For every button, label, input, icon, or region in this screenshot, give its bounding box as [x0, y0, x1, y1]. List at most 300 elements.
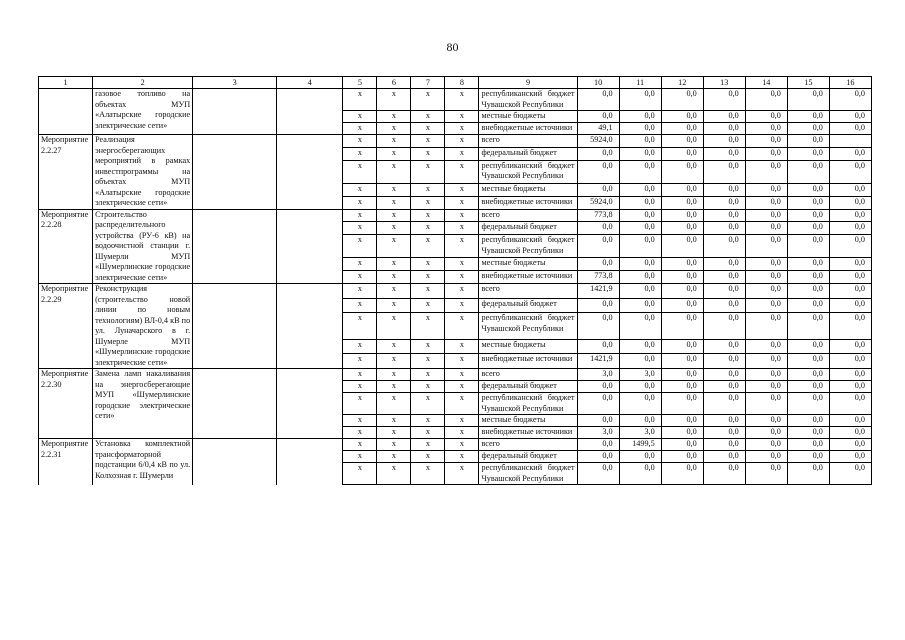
value-cell: 0,0	[829, 451, 871, 463]
value-cell: 0,0	[703, 209, 745, 222]
value-cell: 0,0	[787, 381, 829, 393]
value-cell: 0,0	[745, 439, 787, 451]
funding-source: местные бюджеты	[479, 339, 577, 354]
funding-source: федеральный бюджет	[479, 222, 577, 235]
value-cell: 0,0	[661, 271, 703, 284]
value-cell: 0,0	[661, 381, 703, 393]
value-cell: 773,8	[577, 209, 619, 222]
value-cell: 0,0	[787, 209, 829, 222]
code-cell: х	[343, 381, 377, 393]
code-cell: х	[411, 235, 445, 258]
value-cell: 0,0	[703, 284, 745, 299]
value-cell: 0,0	[703, 415, 745, 427]
value-cell: 0,0	[787, 111, 829, 123]
value-cell: 0,0	[787, 369, 829, 381]
value-cell: 0,0	[745, 354, 787, 369]
value-cell: 0,0	[745, 369, 787, 381]
value-cell: 0,0	[619, 393, 661, 415]
code-cell: х	[411, 339, 445, 354]
value-cell: 0,0	[787, 451, 829, 463]
value-cell: 0,0	[829, 111, 871, 123]
value-cell: 0,0	[661, 160, 703, 183]
funding-source: республиканский бюджет Чувашской Республики	[479, 463, 577, 485]
code-cell: х	[343, 135, 377, 148]
column-number: 14	[745, 77, 787, 89]
code-cell: х	[411, 381, 445, 393]
value-cell: 0,0	[829, 354, 871, 369]
column-number: 5	[343, 77, 377, 89]
value-cell: 0,0	[661, 463, 703, 485]
code-cell: х	[343, 258, 377, 271]
value-cell: 0,0	[703, 160, 745, 183]
funding-source: всего	[479, 439, 577, 451]
value-cell: 0,0	[619, 451, 661, 463]
code-cell: х	[411, 209, 445, 222]
code-cell: х	[445, 183, 479, 196]
value-cell: 0,0	[619, 209, 661, 222]
code-cell: х	[411, 354, 445, 369]
code-cell: х	[445, 463, 479, 485]
code-cell: х	[377, 369, 411, 381]
participants-cell	[277, 439, 343, 485]
participants-cell	[277, 89, 343, 135]
value-cell: 0,0	[787, 284, 829, 299]
code-cell: х	[343, 147, 377, 160]
column-number: 10	[577, 77, 619, 89]
value-cell: 0,0	[661, 111, 703, 123]
value-cell: 0,0	[829, 123, 871, 135]
code-cell: х	[445, 222, 479, 235]
value-cell: 0,0	[787, 235, 829, 258]
value-cell: 0,0	[787, 183, 829, 196]
value-cell: 0,0	[745, 160, 787, 183]
value-cell: 0,0	[745, 209, 787, 222]
code-cell: х	[411, 451, 445, 463]
participants-cell	[277, 284, 343, 369]
measure-description: газовое топливо на объектах МУП «Алатырские городские электрические сети»	[93, 89, 193, 135]
code-cell: х	[343, 209, 377, 222]
value-cell: 0,0	[787, 339, 829, 354]
code-cell: х	[377, 235, 411, 258]
funding-source: местные бюджеты	[479, 415, 577, 427]
column-number: 7	[411, 77, 445, 89]
value-cell: 0,0	[619, 463, 661, 485]
value-cell: 0,0	[787, 298, 829, 313]
code-cell: х	[377, 89, 411, 111]
value-cell: 0,0	[619, 135, 661, 148]
code-cell: х	[411, 439, 445, 451]
value-cell: 0,0	[619, 381, 661, 393]
value-cell: 0,0	[703, 369, 745, 381]
funding-source: федеральный бюджет	[479, 451, 577, 463]
code-cell: х	[343, 427, 377, 439]
code-cell: х	[377, 284, 411, 299]
value-cell: 0,0	[577, 183, 619, 196]
code-cell: х	[411, 427, 445, 439]
code-cell: х	[343, 451, 377, 463]
value-cell: 0,0	[787, 393, 829, 415]
value-cell: 0,0	[703, 111, 745, 123]
code-cell: х	[445, 123, 479, 135]
code-cell: х	[343, 354, 377, 369]
value-cell: 0,0	[829, 258, 871, 271]
value-cell: 0,0	[577, 451, 619, 463]
value-cell: 0,0	[703, 463, 745, 485]
code-cell: х	[377, 313, 411, 340]
value-cell: 0,0	[745, 196, 787, 209]
code-cell: х	[343, 89, 377, 111]
code-cell: х	[377, 271, 411, 284]
code-cell: х	[445, 369, 479, 381]
code-cell: х	[377, 147, 411, 160]
value-cell: 0,0	[745, 147, 787, 160]
value-cell: 0,0	[745, 123, 787, 135]
value-cell: 0,0	[661, 439, 703, 451]
value-cell: 0,0	[787, 123, 829, 135]
value-cell: 0,0	[661, 415, 703, 427]
measure-description: Реконструкция (строительство новой линии по новым технологиям) ВЛ-0,4 кВ по ул. Луначарского в г. Шумерле МУП «Шумерлинские городские электрические сети»	[93, 284, 193, 369]
value-cell: 0,0	[703, 183, 745, 196]
value-cell: 0,0	[745, 463, 787, 485]
value-cell: 0,0	[703, 123, 745, 135]
value-cell: 0,0	[577, 235, 619, 258]
value-cell: 0,0	[829, 209, 871, 222]
value-cell: 0,0	[703, 354, 745, 369]
value-cell: 0,0	[829, 271, 871, 284]
code-cell: х	[411, 183, 445, 196]
value-cell: 0,0	[661, 147, 703, 160]
code-cell: х	[343, 439, 377, 451]
code-cell: х	[377, 123, 411, 135]
value-cell: 0,0	[577, 222, 619, 235]
value-cell: 0,0	[829, 393, 871, 415]
value-cell: 0,0	[787, 160, 829, 183]
code-cell: х	[445, 415, 479, 427]
value-cell: 0,0	[661, 135, 703, 148]
code-cell: х	[377, 222, 411, 235]
value-cell: 0,0	[745, 183, 787, 196]
value-cell: 0,0	[829, 369, 871, 381]
value-cell: 0,0	[619, 196, 661, 209]
value-cell: 0,0	[745, 298, 787, 313]
value-cell: 0,0	[577, 89, 619, 111]
measure-code	[39, 89, 93, 135]
value-cell: 0,0	[745, 235, 787, 258]
code-cell: х	[411, 147, 445, 160]
value-cell: 0,0	[619, 339, 661, 354]
responsible-cell	[193, 135, 277, 210]
code-cell: х	[445, 196, 479, 209]
value-cell: 0,0	[619, 354, 661, 369]
code-cell: х	[411, 313, 445, 340]
code-cell: х	[377, 415, 411, 427]
column-number: 8	[445, 77, 479, 89]
measure-code: Мероприятие 2.2.30	[39, 369, 93, 439]
column-number: 16	[829, 77, 871, 89]
value-cell: 0,0	[661, 284, 703, 299]
value-cell: 0,0	[661, 196, 703, 209]
value-cell: 0,0	[577, 160, 619, 183]
value-cell: 0,0	[661, 258, 703, 271]
responsible-cell	[193, 89, 277, 135]
value-cell: 0,0	[619, 183, 661, 196]
value-cell: 0,0	[577, 313, 619, 340]
code-cell: х	[445, 381, 479, 393]
continuation-row	[39, 89, 872, 111]
value-cell: 3,0	[577, 427, 619, 439]
value-cell: 0,0	[661, 222, 703, 235]
code-cell: х	[445, 271, 479, 284]
code-cell: х	[343, 415, 377, 427]
value-cell: 0,0	[619, 147, 661, 160]
value-cell: 0,0	[787, 147, 829, 160]
value-cell: 0,0	[577, 258, 619, 271]
code-cell: х	[445, 298, 479, 313]
code-cell: х	[445, 439, 479, 451]
value-cell: 0,0	[703, 147, 745, 160]
value-cell: 0,0	[619, 271, 661, 284]
column-number: 13	[703, 77, 745, 89]
value-cell: 0,0	[577, 381, 619, 393]
value-cell: 0,0	[787, 427, 829, 439]
value-cell: 0,0	[745, 313, 787, 340]
value-cell: 0,0	[703, 313, 745, 340]
responsible-cell	[193, 439, 277, 485]
funding-source: внебюджетные источники	[479, 271, 577, 284]
value-cell: 0,0	[829, 298, 871, 313]
code-cell: х	[377, 439, 411, 451]
value-cell: 0,0	[745, 381, 787, 393]
code-cell: х	[343, 235, 377, 258]
code-cell: х	[445, 89, 479, 111]
budget-table	[38, 76, 872, 485]
measure-code: Мероприятие 2.2.27	[39, 135, 93, 210]
value-cell: 0,0	[619, 222, 661, 235]
code-cell: х	[343, 222, 377, 235]
code-cell: х	[411, 258, 445, 271]
funding-source: федеральный бюджет	[479, 298, 577, 313]
value-cell: 0,0	[829, 415, 871, 427]
responsible-cell	[193, 369, 277, 439]
value-cell: 0,0	[577, 298, 619, 313]
code-cell: х	[377, 339, 411, 354]
code-cell: х	[445, 393, 479, 415]
code-cell: х	[377, 111, 411, 123]
value-cell: 0,0	[829, 339, 871, 354]
participants-cell	[277, 135, 343, 210]
funding-source: республиканский бюджет Чувашской Республики	[479, 235, 577, 258]
value-cell: 0,0	[829, 439, 871, 451]
value-cell: 0,0	[745, 222, 787, 235]
value-cell: 0,0	[787, 222, 829, 235]
value-cell: 0,0	[745, 271, 787, 284]
value-cell: 0,0	[619, 298, 661, 313]
value-cell: 773,8	[577, 271, 619, 284]
measure-row	[39, 284, 872, 299]
funding-source: внебюджетные источники	[479, 354, 577, 369]
value-cell: 0,0	[787, 196, 829, 209]
code-cell: х	[377, 258, 411, 271]
funding-source: федеральный бюджет	[479, 381, 577, 393]
value-cell: 0,0	[703, 298, 745, 313]
value-cell: 0,0	[577, 147, 619, 160]
value-cell: 3,0	[619, 369, 661, 381]
value-cell: 0,0	[661, 123, 703, 135]
value-cell: 0,0	[829, 381, 871, 393]
value-cell: 0,0	[787, 415, 829, 427]
column-number: 9	[479, 77, 577, 89]
value-cell: 0,0	[619, 235, 661, 258]
code-cell: х	[411, 160, 445, 183]
code-cell: х	[377, 298, 411, 313]
value-cell: 0,0	[703, 339, 745, 354]
value-cell: 0,0	[619, 89, 661, 111]
code-cell: х	[445, 313, 479, 340]
funding-source: всего	[479, 284, 577, 299]
code-cell: х	[343, 313, 377, 340]
value-cell: 0,0	[829, 160, 871, 183]
value-cell: 0,0	[661, 209, 703, 222]
code-cell: х	[343, 196, 377, 209]
value-cell: 0,0	[703, 451, 745, 463]
value-cell: 0,0	[703, 258, 745, 271]
code-cell: х	[411, 393, 445, 415]
value-cell: 0,0	[577, 463, 619, 485]
value-cell: 0,0	[661, 298, 703, 313]
value-cell: 0,0	[829, 427, 871, 439]
funding-source: внебюджетные источники	[479, 427, 577, 439]
value-cell: 0,0	[829, 284, 871, 299]
value-cell: 0,0	[745, 111, 787, 123]
value-cell: 0,0	[661, 235, 703, 258]
value-cell: 3,0	[619, 427, 661, 439]
code-cell: х	[343, 393, 377, 415]
value-cell: 0,0	[703, 271, 745, 284]
measure-row	[39, 135, 872, 148]
measure-code: Мероприятие 2.2.28	[39, 209, 93, 284]
funding-source: республиканский бюджет Чувашской Республики	[479, 160, 577, 183]
column-number-row	[39, 77, 872, 89]
value-cell: 0,0	[787, 271, 829, 284]
code-cell: х	[343, 271, 377, 284]
code-cell: х	[411, 271, 445, 284]
funding-source: внебюджетные источники	[479, 196, 577, 209]
column-number: 15	[787, 77, 829, 89]
code-cell: х	[377, 393, 411, 415]
value-cell: 0,0	[787, 89, 829, 111]
code-cell: х	[445, 160, 479, 183]
value-cell: 0,0	[787, 354, 829, 369]
responsible-cell	[193, 209, 277, 284]
value-cell: 0,0	[703, 427, 745, 439]
column-number: 1	[39, 77, 93, 89]
responsible-cell	[193, 284, 277, 369]
funding-source: местные бюджеты	[479, 258, 577, 271]
code-cell: х	[343, 298, 377, 313]
value-cell: 0,0	[787, 463, 829, 485]
code-cell: х	[377, 209, 411, 222]
code-cell: х	[343, 160, 377, 183]
funding-source: республиканский бюджет Чувашской Республики	[479, 393, 577, 415]
value-cell: 0,0	[703, 393, 745, 415]
code-cell: х	[377, 135, 411, 148]
code-cell: х	[343, 183, 377, 196]
value-cell: 1421,9	[577, 354, 619, 369]
code-cell: х	[411, 415, 445, 427]
funding-source: федеральный бюджет	[479, 147, 577, 160]
measure-description: Строительство распределительного устройства (РУ-6 кВ) на водоочистной станции г. Шумерли МУП «Шумерлинские городские электрические сети»	[93, 209, 193, 284]
code-cell: х	[377, 427, 411, 439]
code-cell: х	[343, 284, 377, 299]
code-cell: х	[445, 147, 479, 160]
code-cell: х	[377, 160, 411, 183]
value-cell: 0,0	[829, 463, 871, 485]
value-cell: 49,1	[577, 123, 619, 135]
value-cell: 0,0	[661, 183, 703, 196]
value-cell: 0,0	[787, 313, 829, 340]
measure-row	[39, 439, 872, 451]
code-cell: х	[377, 451, 411, 463]
code-cell: х	[411, 196, 445, 209]
value-cell: 0,0	[577, 339, 619, 354]
value-cell: 0,0	[703, 222, 745, 235]
value-cell: 0,0	[829, 89, 871, 111]
column-number: 12	[661, 77, 703, 89]
code-cell: х	[445, 235, 479, 258]
value-cell: 0,0	[619, 123, 661, 135]
funding-source: республиканский бюджет Чувашской Республики	[479, 313, 577, 340]
value-cell: 5924,0	[577, 135, 619, 148]
code-cell: х	[445, 258, 479, 271]
value-cell: 0,0	[577, 415, 619, 427]
code-cell: х	[411, 135, 445, 148]
column-number: 6	[377, 77, 411, 89]
code-cell: х	[411, 369, 445, 381]
value-cell: 0,0	[829, 147, 871, 160]
funding-source: республиканский бюджет Чувашской Республики	[479, 89, 577, 111]
code-cell: х	[377, 196, 411, 209]
value-cell: 0,0	[745, 258, 787, 271]
value-cell: 0,0	[577, 393, 619, 415]
value-cell: 0,0	[577, 111, 619, 123]
value-cell: 0,0	[619, 313, 661, 340]
column-number: 3	[193, 77, 277, 89]
value-cell: 0,0	[661, 427, 703, 439]
value-cell: 0,0	[661, 393, 703, 415]
value-cell: 0,0	[829, 196, 871, 209]
column-number: 2	[93, 77, 193, 89]
funding-source: всего	[479, 369, 577, 381]
value-cell: 0,0	[829, 222, 871, 235]
value-cell: 0,0	[661, 313, 703, 340]
value-cell: 5924,0	[577, 196, 619, 209]
value-cell: 0,0	[619, 160, 661, 183]
value-cell: 0,0	[703, 235, 745, 258]
value-cell: 0,0	[787, 439, 829, 451]
code-cell: х	[343, 111, 377, 123]
code-cell: х	[343, 123, 377, 135]
code-cell: х	[377, 381, 411, 393]
code-cell: х	[411, 463, 445, 485]
funding-source: всего	[479, 135, 577, 148]
measure-code: Мероприятие 2.2.31	[39, 439, 93, 485]
code-cell: х	[377, 463, 411, 485]
value-cell: 0,0	[829, 235, 871, 258]
measure-code: Мероприятие 2.2.29	[39, 284, 93, 369]
code-cell: х	[445, 354, 479, 369]
measure-row	[39, 209, 872, 222]
value-cell: 0,0	[661, 354, 703, 369]
